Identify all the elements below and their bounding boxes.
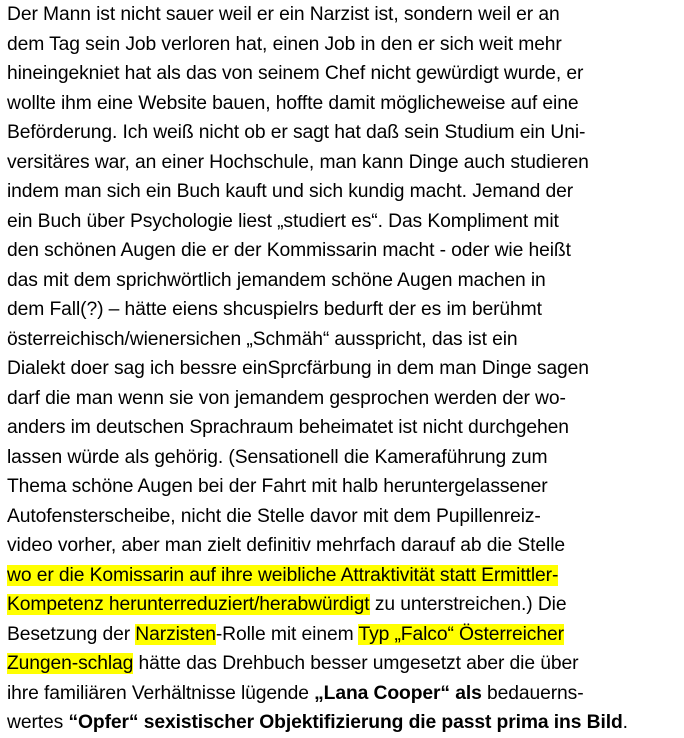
- bold-text: „Lana Cooper“ als: [314, 682, 482, 704]
- text-line-23: [7, 649, 683, 679]
- text-line-24: [7, 679, 683, 709]
- text-line-6: versitäres war, an einer Hochschule, man kann Dinge auch studieren: [7, 151, 589, 173]
- text-line-3: hineingekniet hat als das von seinem Chef nicht gewürdigt wurde, er: [7, 63, 584, 84]
- plain-text: wertes: [7, 712, 69, 733]
- highlighted-text: Zungen-schlag: [7, 653, 134, 674]
- plain-text: hätte das Drehbuch besser umgesetzt aber die über: [133, 653, 579, 674]
- text-line-17: Thema schöne Augen bei der Fahrt mit halb heruntergelassener: [7, 476, 548, 497]
- text-line-11: dem Fall(?) – hätte eiens shcuspielrs bedurft der es im berühmt: [7, 299, 542, 320]
- text-line-21: [7, 590, 683, 620]
- plain-text: zu unterstreichen.) Die: [369, 594, 567, 615]
- text-line-25: [7, 708, 683, 738]
- document-body: [7, 0, 683, 738]
- plain-text: -Rolle mit einem: [215, 623, 359, 645]
- plain-text: Besetzung der: [7, 623, 136, 645]
- plain-text: .: [622, 712, 628, 733]
- text-line-7: indem man sich ein Buch kauft und sich kundig macht. Jemand der: [7, 181, 574, 202]
- text-line-10: das mit dem sprichwörtlich jemandem schöne Augen machen in: [7, 269, 546, 291]
- text-line-1: Der Mann ist nicht sauer weil er ein Narzist ist, sondern weil er an: [7, 4, 560, 25]
- text-line-12: österreichisch/wienersichen „Schmäh“ ausspricht, das ist ein: [7, 328, 518, 350]
- bold-text: “Opfer“ sexistischer Objektifizierung die passt prima ins Bild: [68, 712, 623, 733]
- highlighted-text: wo er die Komissarin auf ihre weibliche Attraktivität statt Ermittler-: [7, 564, 559, 586]
- highlighted-text: Narzisten: [135, 623, 216, 645]
- text-line-14: darf die man wenn sie von jemandem gesprochen werden der wo-: [7, 387, 566, 409]
- text-line-20: [7, 561, 683, 591]
- plain-text: bedauerns-: [481, 682, 584, 704]
- text-line-9: den schönen Augen die er der Kommissarin macht - oder wie heißt: [7, 240, 571, 261]
- text-line-22: [7, 620, 683, 650]
- highlighted-text: Typ „Falco“ Österreicher: [358, 623, 564, 645]
- text-line-4: wollte ihm eine Website bauen, hoffte damit möglicheweise auf eine: [7, 92, 579, 114]
- text-line-15: anders im deutschen Sprachraum beheimatet ist nicht durchgehen: [7, 417, 569, 438]
- text-line-13: Dialekt doer sag ich bessre einSprcfärbung in dem man Dinge sagen: [7, 358, 589, 379]
- text-line-2: dem Tag sein Job verloren hat, einen Job in den er sich weit mehr: [7, 33, 562, 55]
- text-line-8: ein Buch über Psychologie liest „studiert es“. Das Kompliment mit: [7, 210, 559, 232]
- plain-text: ihre familiären Verhältnisse lügende: [7, 682, 315, 704]
- text-line-19: video vorher, aber man zielt definitiv mehrfach darauf ab die Stelle: [7, 535, 566, 556]
- text-line-5: Beförderung. Ich weiß nicht ob er sagt hat daß sein Studium ein Uni-: [7, 122, 586, 143]
- text-line-18: Autofensterscheibe, nicht die Stelle davor mit dem Pupillenreiz-: [7, 505, 541, 527]
- text-line-16: lassen würde als gehörig. (Sensationell die Kameraführung zum: [7, 446, 548, 468]
- highlighted-text: Kompetenz herunterreduziert/herabwürdigt: [7, 594, 370, 615]
